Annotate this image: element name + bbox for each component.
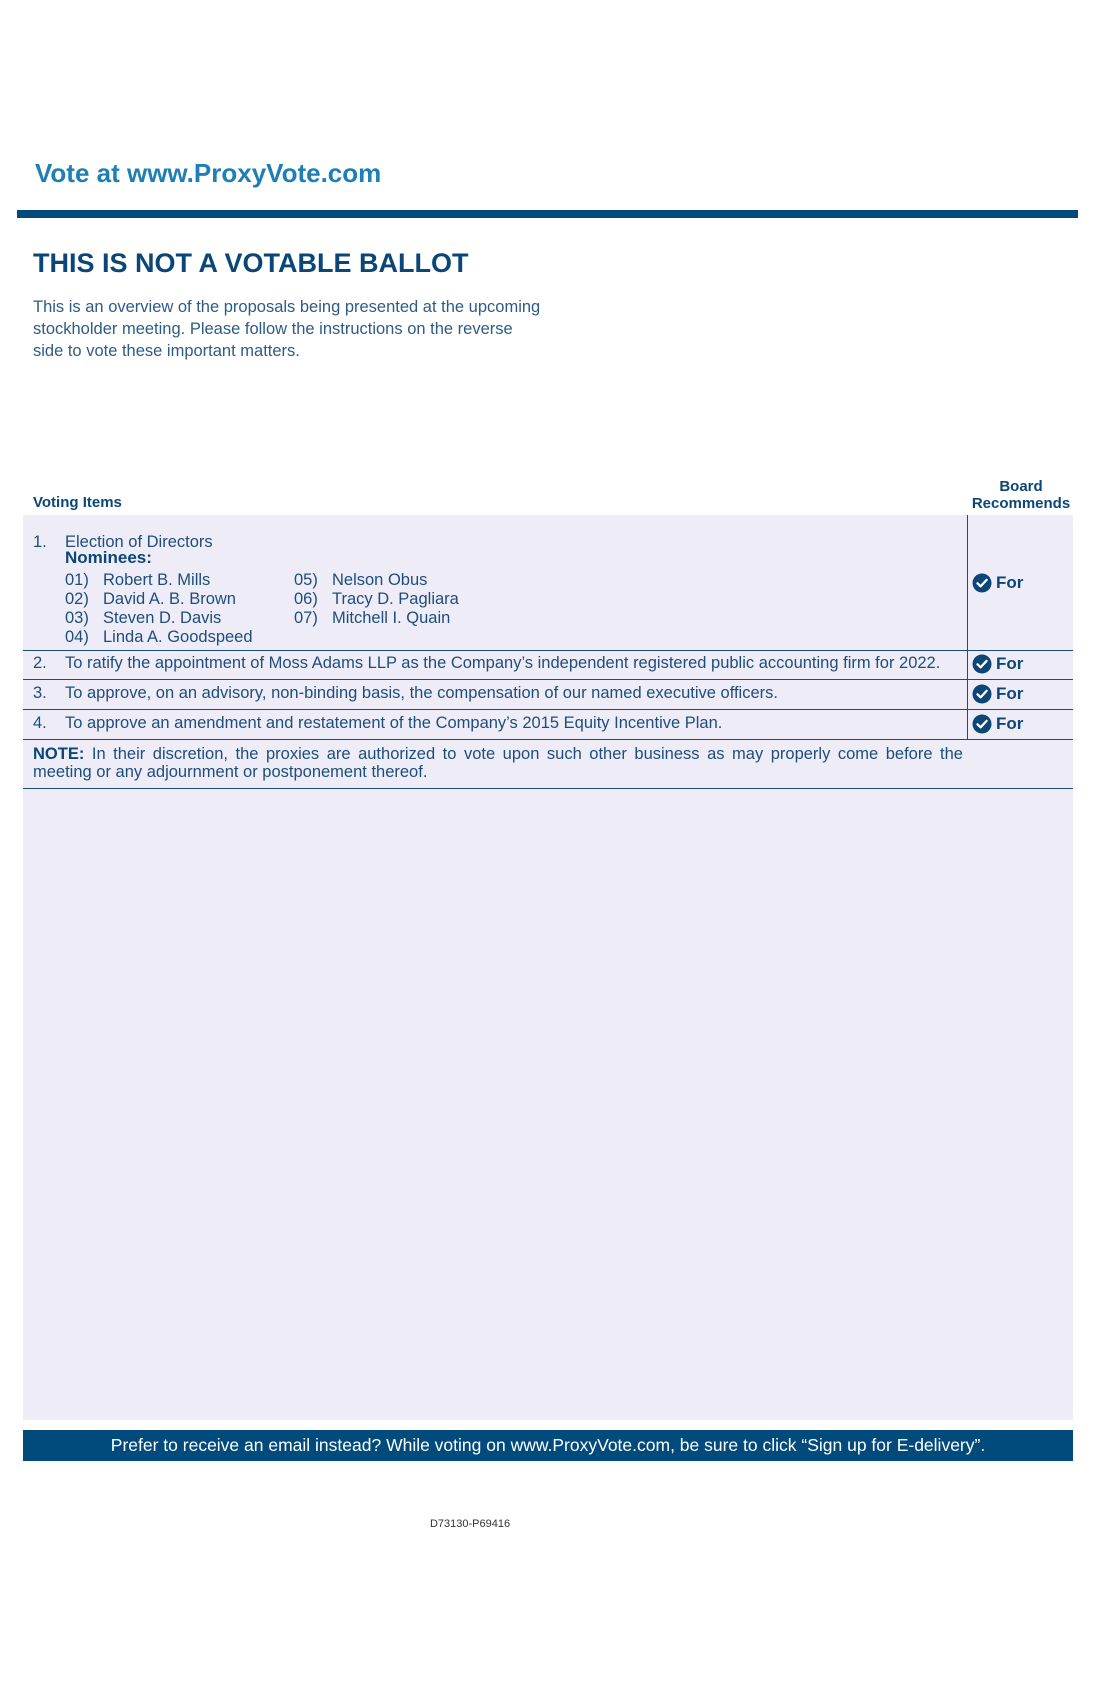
row-divider xyxy=(23,788,1073,789)
check-circle-icon xyxy=(972,714,992,734)
check-circle-icon xyxy=(972,684,992,704)
intro-text: This is an overview of the proposals being presented at the upcoming stockholder meeting. Please follow the instructions on the reverse side to vote these important matters. xyxy=(33,298,541,360)
recommendation xyxy=(972,714,1023,734)
board-recommends-line2: Recommends xyxy=(971,495,1071,512)
nominee-name: David A. B. Brown xyxy=(103,590,236,608)
nominees-label: Nominees: xyxy=(65,548,152,567)
item-text: To ratify the appointment of Moss Adams LLP as the Company’s independent registered public accounting firm for 2022. xyxy=(65,654,941,672)
check-circle-icon xyxy=(972,573,992,593)
nominee-index: 04) xyxy=(65,628,89,646)
recommendation xyxy=(972,573,1023,593)
nominee xyxy=(65,628,253,647)
nominee-name: Robert B. Mills xyxy=(103,571,211,589)
board-recommends-line1: Board xyxy=(999,478,1043,495)
nominee xyxy=(294,571,427,590)
nominee xyxy=(65,609,221,628)
item-text: To approve an amendment and restatement of the Company’s 2015 Equity Incentive Plan. xyxy=(65,714,723,732)
row-divider xyxy=(23,650,1073,651)
recommendation-label: For xyxy=(996,654,1024,673)
recommendation-label: For xyxy=(996,714,1024,733)
item-number: 1. xyxy=(33,533,47,551)
vote-url-heading: Vote at www.ProxyVote.com xyxy=(35,158,382,188)
nominee-index: 05) xyxy=(294,571,318,589)
email-delivery-banner: Prefer to receive an email instead? While voting on www.ProxyVote.com, be sure to click “Sign up for E-delivery”. xyxy=(23,1430,1073,1461)
board-recommends-header xyxy=(966,478,1076,512)
page-title: THIS IS NOT A VOTABLE BALLOT xyxy=(33,248,469,278)
header-rule xyxy=(17,210,1078,218)
nominee-name: Steven D. Davis xyxy=(103,609,222,627)
nominee xyxy=(65,590,236,609)
nominee-index: 01) xyxy=(65,571,89,589)
nominee-name: Linda A. Goodspeed xyxy=(103,628,253,646)
item-number: 2. xyxy=(33,654,47,672)
nominee-name: Mitchell I. Quain xyxy=(332,609,451,627)
nominee-index: 02) xyxy=(65,590,89,608)
recommendation-label: For xyxy=(996,684,1024,703)
column-divider xyxy=(967,515,968,739)
nominee-index: 07) xyxy=(294,609,318,627)
note-body: In their discretion, the proxies are authorized to vote upon such other business as may properly come before the meeting or any adjournment or postponement thereof. xyxy=(33,745,963,781)
nominee-name: Nelson Obus xyxy=(332,571,428,589)
note-label: NOTE: xyxy=(33,745,85,763)
nominee xyxy=(294,609,450,628)
check-circle-icon xyxy=(972,654,992,674)
recommendation xyxy=(972,684,1023,704)
item-number: 4. xyxy=(33,714,47,732)
nominee-name: Tracy D. Pagliara xyxy=(332,590,459,608)
recommendation xyxy=(972,654,1023,674)
row-divider xyxy=(23,739,1073,740)
row-divider xyxy=(23,709,1073,710)
nominee-index: 03) xyxy=(65,609,89,627)
note-text xyxy=(33,745,963,781)
nominee xyxy=(294,590,459,609)
row-divider xyxy=(23,679,1073,680)
recommendation-label: For xyxy=(996,573,1024,592)
item-text: To approve, on an advisory, non-binding basis, the compensation of our named executive officers. xyxy=(65,684,778,702)
nominee xyxy=(65,571,210,590)
item-text: Election of Directors xyxy=(65,533,213,551)
document-code: D73130-P69416 xyxy=(429,1518,511,1530)
item-number: 3. xyxy=(33,684,47,702)
voting-items-header: Voting Items xyxy=(33,494,122,511)
nominee-index: 06) xyxy=(294,590,318,608)
